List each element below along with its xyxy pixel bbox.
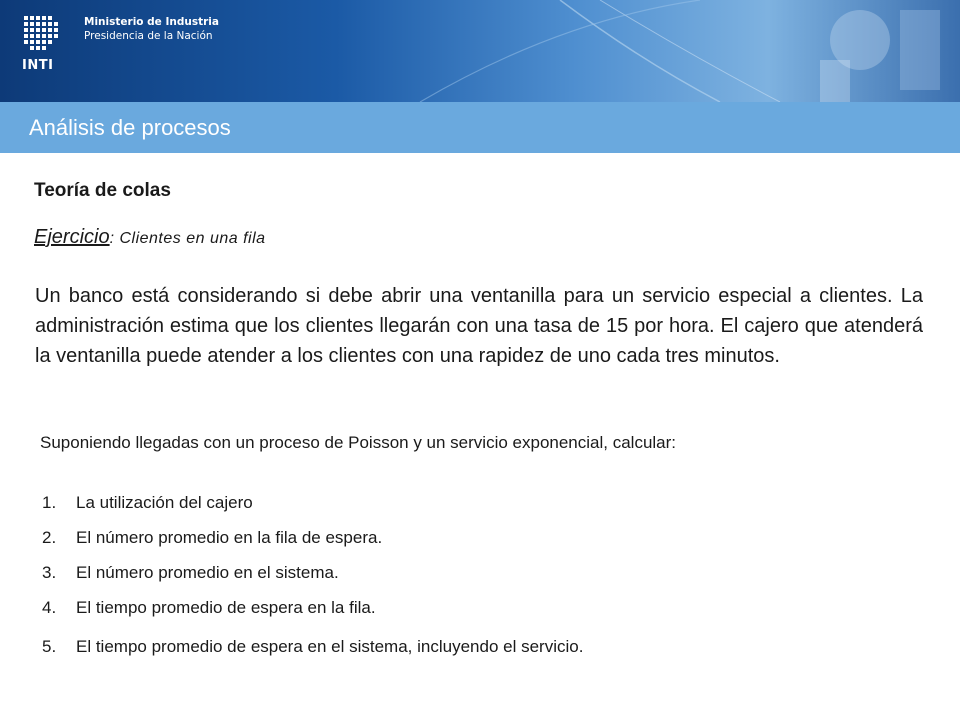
exercise-label: Ejercicio bbox=[34, 226, 110, 248]
item-text: La utilización del cajero bbox=[76, 493, 253, 512]
item-text: El tiempo promedio de espera en el sistema, incluyendo el servicio. bbox=[76, 637, 584, 656]
organization-name bbox=[84, 15, 219, 43]
item-text: El número promedio en el sistema. bbox=[76, 563, 339, 582]
org-line-2: Presidencia de la Nación bbox=[84, 30, 213, 42]
list-item bbox=[42, 523, 882, 558]
list-item bbox=[42, 558, 882, 593]
list-item bbox=[42, 488, 882, 523]
item-number: 4. bbox=[42, 598, 57, 617]
item-number: 3. bbox=[42, 563, 57, 582]
list-item bbox=[42, 632, 882, 667]
logo-text: INTI bbox=[22, 58, 54, 73]
org-line-1: Ministerio de Industria bbox=[84, 16, 219, 28]
topic-heading: Teoría de colas bbox=[34, 180, 171, 201]
item-number: 1. bbox=[42, 493, 57, 512]
question-list bbox=[42, 488, 882, 667]
instruction-lead: Suponiendo llegadas con un proceso de Poisson y un servicio exponencial, calcular: bbox=[40, 433, 677, 452]
header-banner bbox=[0, 0, 960, 102]
exercise-subtitle: : Clientes en una fila bbox=[109, 230, 266, 247]
item-text: El número promedio en la fila de espera. bbox=[76, 528, 383, 547]
list-item bbox=[42, 593, 882, 628]
item-number: 2. bbox=[42, 528, 57, 547]
exercise-heading bbox=[34, 226, 266, 249]
inti-logo-icon bbox=[18, 12, 64, 54]
section-title: Análisis de procesos bbox=[29, 115, 231, 140]
item-text: El tiempo promedio de espera en la fila. bbox=[76, 598, 376, 617]
item-number: 5. bbox=[42, 637, 57, 656]
problem-statement: Un banco está considerando si debe abrir una ventanilla para un servicio especial a clientes. La administración estima que los clientes llegarán con una tasa de 15 por hora. El cajero que atenderá la ventanilla puede atender a los clientes con una rapidez de uno cada tres minutos. bbox=[35, 285, 923, 367]
